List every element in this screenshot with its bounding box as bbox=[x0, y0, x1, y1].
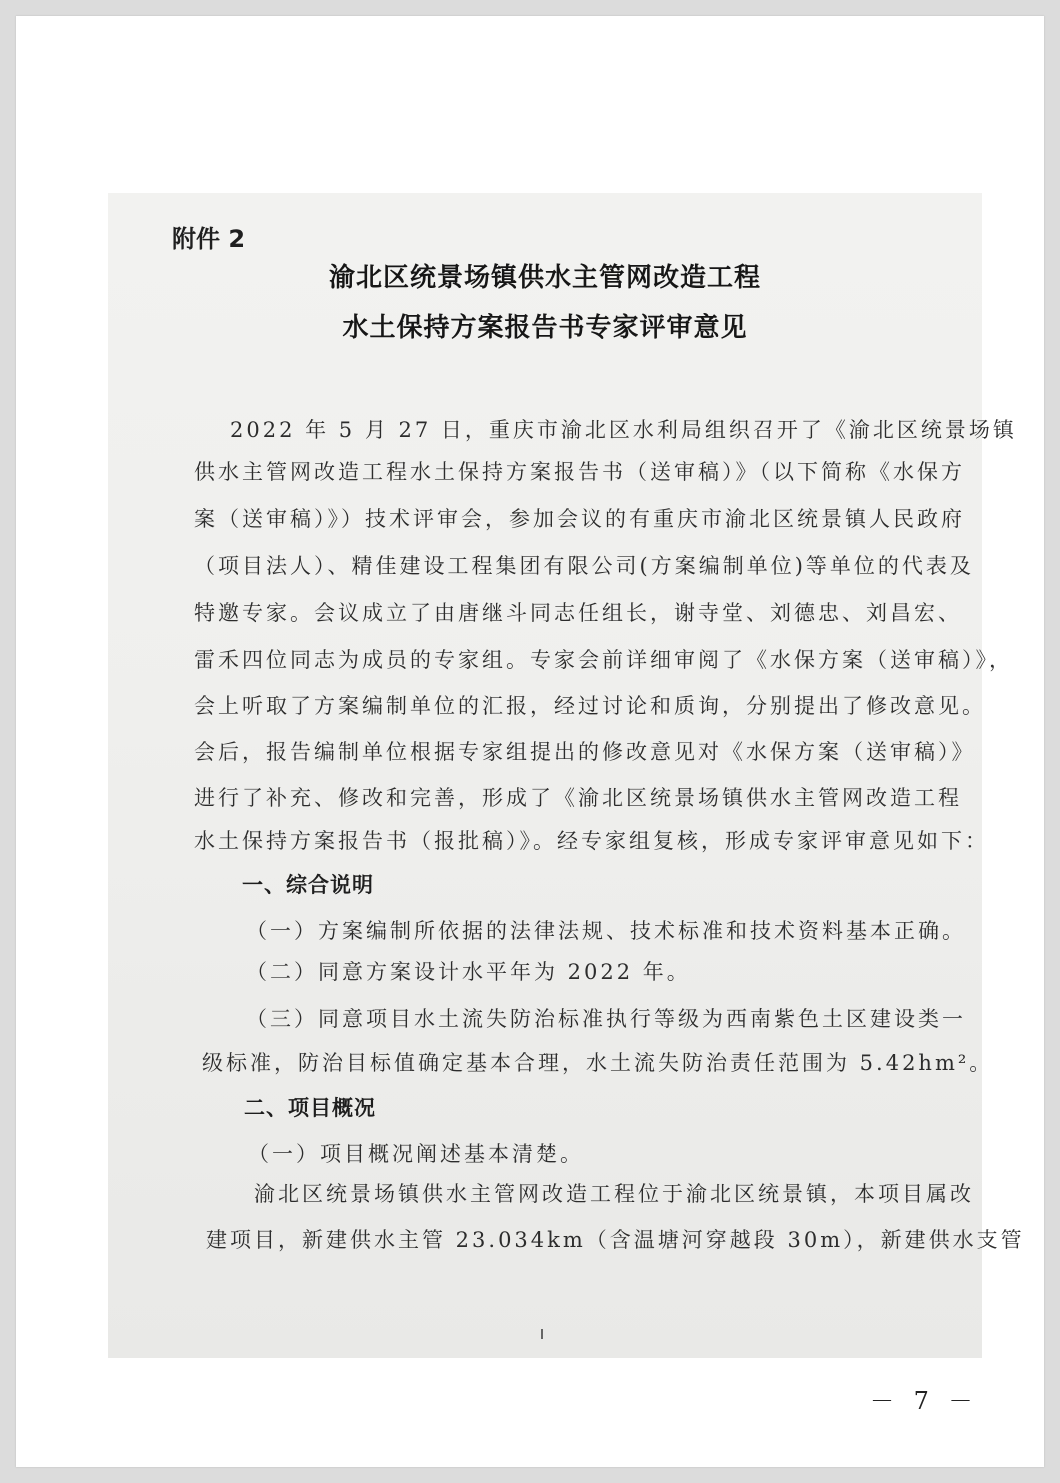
document-title-line-2: 水土保持方案报告书专家评审意见 bbox=[342, 313, 748, 343]
section-heading-2: 二、项目概况 bbox=[244, 1096, 376, 1120]
body-line: 雷禾四位同志为成员的专家组。专家会前详细审阅了《水保方案（送审稿）》， bbox=[194, 648, 1013, 672]
document-title-line-1: 渝北区统景场镇供水主管网改造工程 bbox=[328, 263, 761, 293]
section-1-item: （三）同意项目水土流失防治标准执行等级为西南紫色土区建设类一 bbox=[246, 1007, 966, 1031]
body-line: 案（送审稿）》）技术评审会，参加会议的有重庆市渝北区统景镇人民政府 bbox=[194, 507, 965, 531]
section-2-item: 建项目，新建供水主管 23.034km（含温塘河穿越段 30m），新建供水支管 bbox=[206, 1228, 1025, 1252]
section-1-item: （一）方案编制所依据的法律法规、技术标准和技术资料基本正确。 bbox=[246, 919, 966, 943]
body-line: 会后，报告编制单位根据专家组提出的修改意见对《水保方案（送审稿）》 bbox=[194, 740, 976, 764]
section-1-item: 级标准，防治目标值确定基本合理，水土流失防治责任范围为 5.42hm²。 bbox=[202, 1051, 994, 1075]
body-line: 2022 年 5 月 27 日，重庆市渝北区水利局组织召开了《渝北区统景场镇 bbox=[230, 418, 1017, 442]
section-heading-1: 一、综合说明 bbox=[242, 873, 374, 897]
body-line: 特邀专家。会议成立了由唐继斗同志任组长，谢寺堂、刘德忠、刘昌宏、 bbox=[194, 601, 962, 625]
body-line: 水土保持方案报告书（报批稿）》。经专家组复核，形成专家评审意见如下： bbox=[194, 829, 989, 853]
section-2-item: （一）项目概况阐述基本清楚。 bbox=[248, 1142, 584, 1166]
section-2-item: 渝北区统景场镇供水主管网改造工程位于渝北区统景镇，本项目属改 bbox=[254, 1182, 974, 1206]
body-line: 会上听取了方案编制单位的汇报，经过讨论和质询，分别提出了修改意见。 bbox=[194, 694, 986, 718]
body-line: 进行了补充、修改和完善，形成了《渝北区统景场镇供水主管网改造工程 bbox=[194, 786, 962, 810]
page-number: － 7 － bbox=[870, 1387, 979, 1415]
body-line: 供水主管网改造工程水土保持方案报告书（送审稿）》（以下简称《水保方 bbox=[194, 460, 965, 484]
document-page bbox=[16, 16, 1044, 1467]
scanned-page bbox=[108, 193, 1025, 1358]
attachment-label: 附件 2 bbox=[172, 225, 246, 253]
scan-mark bbox=[541, 1329, 543, 1339]
section-1-item: （二）同意方案设计水平年为 2022 年。 bbox=[246, 960, 691, 984]
body-line: （项目法人）、精佳建设工程集团有限公司(方案编制单位)等单位的代表及 bbox=[194, 554, 974, 578]
